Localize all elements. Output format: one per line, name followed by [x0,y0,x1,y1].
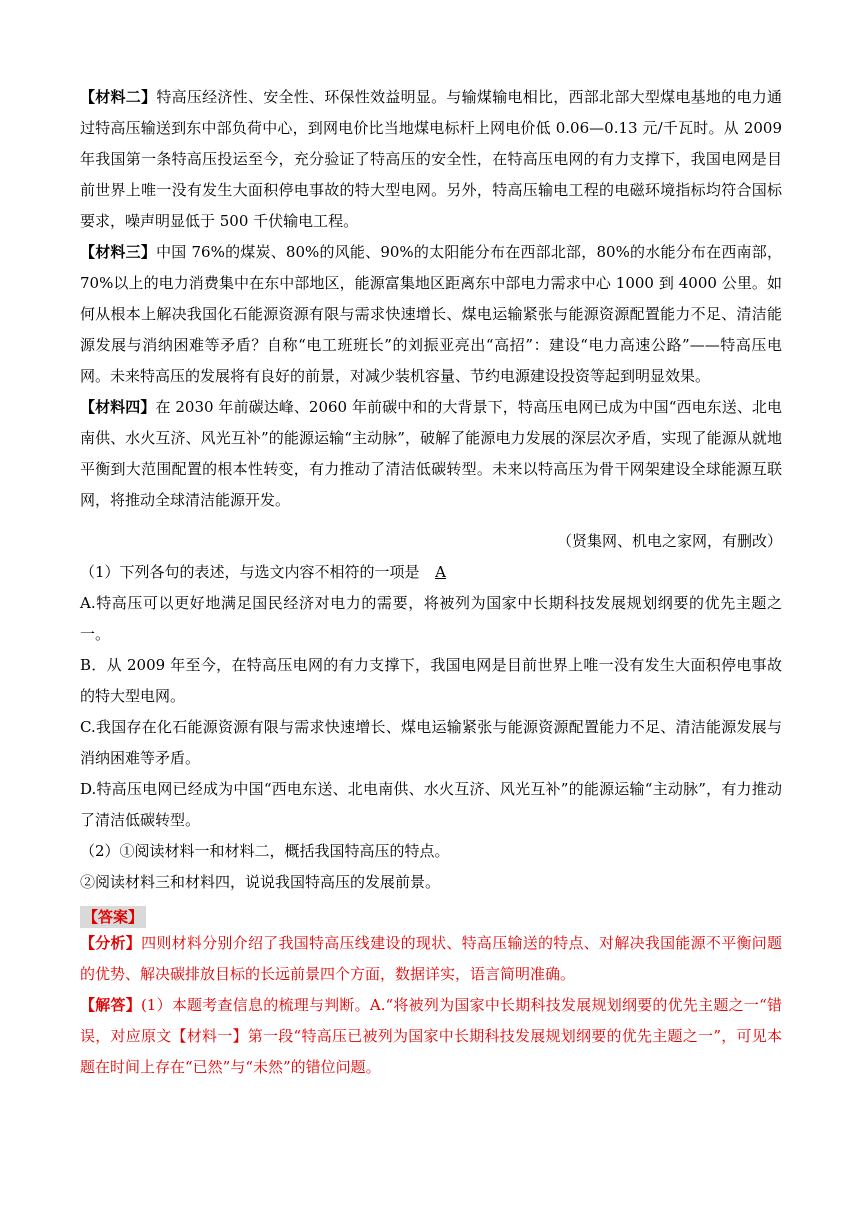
solution-text: (1）本题考查信息的梳理与判断。A.“将被列为国家中长期科技发展规划纲要的优先主题之一“错误，对应原文【材料一】第一段“特高压已被列为国家中长期科技发展规划纲要的优先主题之一”，可见本题在时间上存在“已然”与“未然”的错位问题。 [80,996,782,1076]
answer-tag: 【答案】 [80,906,146,928]
option-b: B．从 2009 年至今，在特高压电网的有力支撑下，我国电网是目前世界上唯一没有发生大面积停电事故的特大型电网。 [80,656,782,705]
option-a: A.特高压可以更好地满足国民经济对电力的需要，将被列为国家中长期科技发展规划纲要的优先主题之一。 [80,594,782,643]
material-three-label: 【材料三】 [80,243,157,261]
question-two-stem: （2）①阅读材料一和材料二，概括我国特高压的特点。 [80,842,450,860]
question-two [80,836,782,898]
material-three-paragraph [80,237,782,392]
material-two-paragraph [80,82,782,237]
material-two-text: 特高压经济性、安全性、环保性效益明显。与输煤输电相比，西部北部大型煤电基地的电力通过特高压输送到东中部负荷中心，到网电价比当地煤电标杆上网电价低 0.06—0.13 元/千瓦时。从 2009 年我国第一条特高压投运至今，充分验证了特高压的安全性，在特高压电网的有力支撑下，我国电网是目前世界上唯一没有发生大面积停电事故的特大型电网。另外，特高压输电工程的电磁环境指标均符合国标要求，噪声明显低于 500 千伏输电工程。 [80,88,782,230]
question-one-answer-blank: A [435,563,446,581]
option-d: D.特高压电网已经成为中国“西电东送、北电南供、水火互济、风光互补”的能源运输“主动脉”，有力推动了清洁低碳转型。 [80,780,782,829]
question-two-sub: ②阅读材料三和材料四，说说我国特高压的发展前景。 [80,873,441,891]
question-one-stem [80,557,782,588]
analysis-paragraph [80,928,782,990]
option-c: C.我国存在化石能源资源有限与需求快速增长、煤电运输紧张与能源资源配置能力不足、清洁能源发展与消纳困难等矛盾。 [80,718,782,767]
document-page [80,82,782,1083]
question-one [80,557,782,836]
solution-paragraph [80,990,782,1083]
answer-section [80,898,782,1083]
material-four-text: 在 2030 年前碳达峰、2060 年前碳中和的大背景下，特高压电网已成为中国“西电东送、北电南供、水火互济、风光互补”的能源运输“主动脉”，破解了能源电力发展的深层次矛盾，实现了能源从就地平衡到大范围配置的根本性转变，有力推动了清洁低碳转型。未来以特高压为骨干网架建设全球能源互联网，将推动全球清洁能源开发。 [80,398,782,509]
material-two-label: 【材料二】 [80,88,157,106]
material-three-text: 中国 76%的煤炭、80%的风能、90%的太阳能分布在西部北部，80%的水能分布在西南部，70%以上的电力消费集中在东中部地区，能源富集地区距离东中部电力需求中心 1000 到 4000 公里。如何从根本上解决我国化石能源资源有限与需求快速增长、煤电运输紧张与能源资源配置能力不足、清洁能源发展与消纳困难等矛盾？自称“电工班班长”的刘振亚亮出“高招”：建设“电力高速公路”——特高压电网。未来特高压的发展将有良好的前景，对减少装机容量、节约电源建设投资等起到明显效果。 [80,243,782,385]
material-four-label: 【材料四】 [80,398,156,416]
analysis-text: 四则材料分别介绍了我国特高压线建设的现状、特高压输送的特点、对解决我国能源不平衡问题的优势、解决碳排放目标的长远前景四个方面，数据详实，语言简明准确。 [80,934,782,983]
question-one-stem-text: （1）下列各句的表述，与选文内容不相符的一项是 [80,563,420,581]
source-citation: （贤集网、机电之家网，有删改） [556,532,782,550]
material-four-paragraph [80,392,782,516]
solution-label: 【解答】 [80,996,141,1014]
analysis-label: 【分析】 [80,934,142,952]
